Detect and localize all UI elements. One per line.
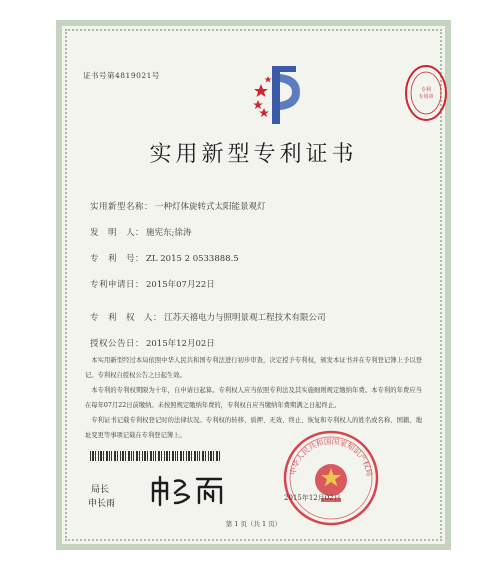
patent-seal-stamp-icon [404,63,448,123]
patent-office-emblem-icon [252,62,304,128]
field-label: 专利申请日： [90,280,145,290]
field-grant-date [90,337,215,349]
field-value: 江苏天禧电力与照明景观工程技术有限公司 [164,313,326,323]
field-application-date [90,278,215,290]
svg-text:专利: 专利 [420,87,432,93]
field-value: 一种灯体旋转式太阳能景观灯 [155,202,266,212]
body-paragraph: 本专利的专利权期限为十年，自申请日起算。专利权人应当依照专利法及其实施细则规定缴纳年费。本专利的年费应当在每年07月22日前缴纳。未按照规定缴纳年费的，专利权自应当缴纳年费期满之日起终止。 [85,387,422,409]
field-label: 发 明 人： [90,228,145,238]
field-value: 施宪东;徐涛 [146,228,192,238]
field-label: 专 利 权 人： [90,313,163,323]
seal-date: 2015年12月02日 [284,494,341,502]
page-footer: 第 1 页（共 1 页） [225,520,282,528]
signatory-name: 申长雨 [88,499,116,509]
field-utility-name [90,200,266,212]
field-label: 授权公告日： [90,339,145,349]
body-paragraph: 本实用新型经过本局依照中华人民共和国专利法进行初步审查，决定授予专利权，颁发本证书并在专利登记簿上予以登记。专利权自授权公告之日起生效。 [85,357,422,379]
handwritten-signature [149,475,227,507]
field-label: 专 利 号： [90,254,145,264]
field-patent-number [90,252,239,264]
official-seal-stamp-icon [281,428,381,528]
seal-text: 中华人民共和国国家知识产权局 [288,436,374,477]
signatory-title: 局长 [91,485,110,495]
body-paragraph: 专利证书记载专利权登记时的法律状况。专利权的转移、质押、无效、终止、恢复和专利权人的姓名或名称、国籍、地址变更等事项记载在专利登记簿上。 [85,417,422,439]
field-label: 实用新型名称： [90,202,154,212]
certificate-number: 证书号第4819021号 [83,71,160,80]
patent-certificate [56,20,451,550]
field-value: 2015年12月02日 [146,339,215,349]
barcode-icon [90,451,220,461]
field-patentee [90,311,326,323]
field-value: ZL 2015 2 0533888.5 [146,254,239,264]
certificate-title: 实用新型专利证书 [149,142,358,167]
field-inventor [90,226,191,238]
svg-text:专用章: 专用章 [418,94,434,100]
field-value: 2015年07月22日 [146,280,215,290]
